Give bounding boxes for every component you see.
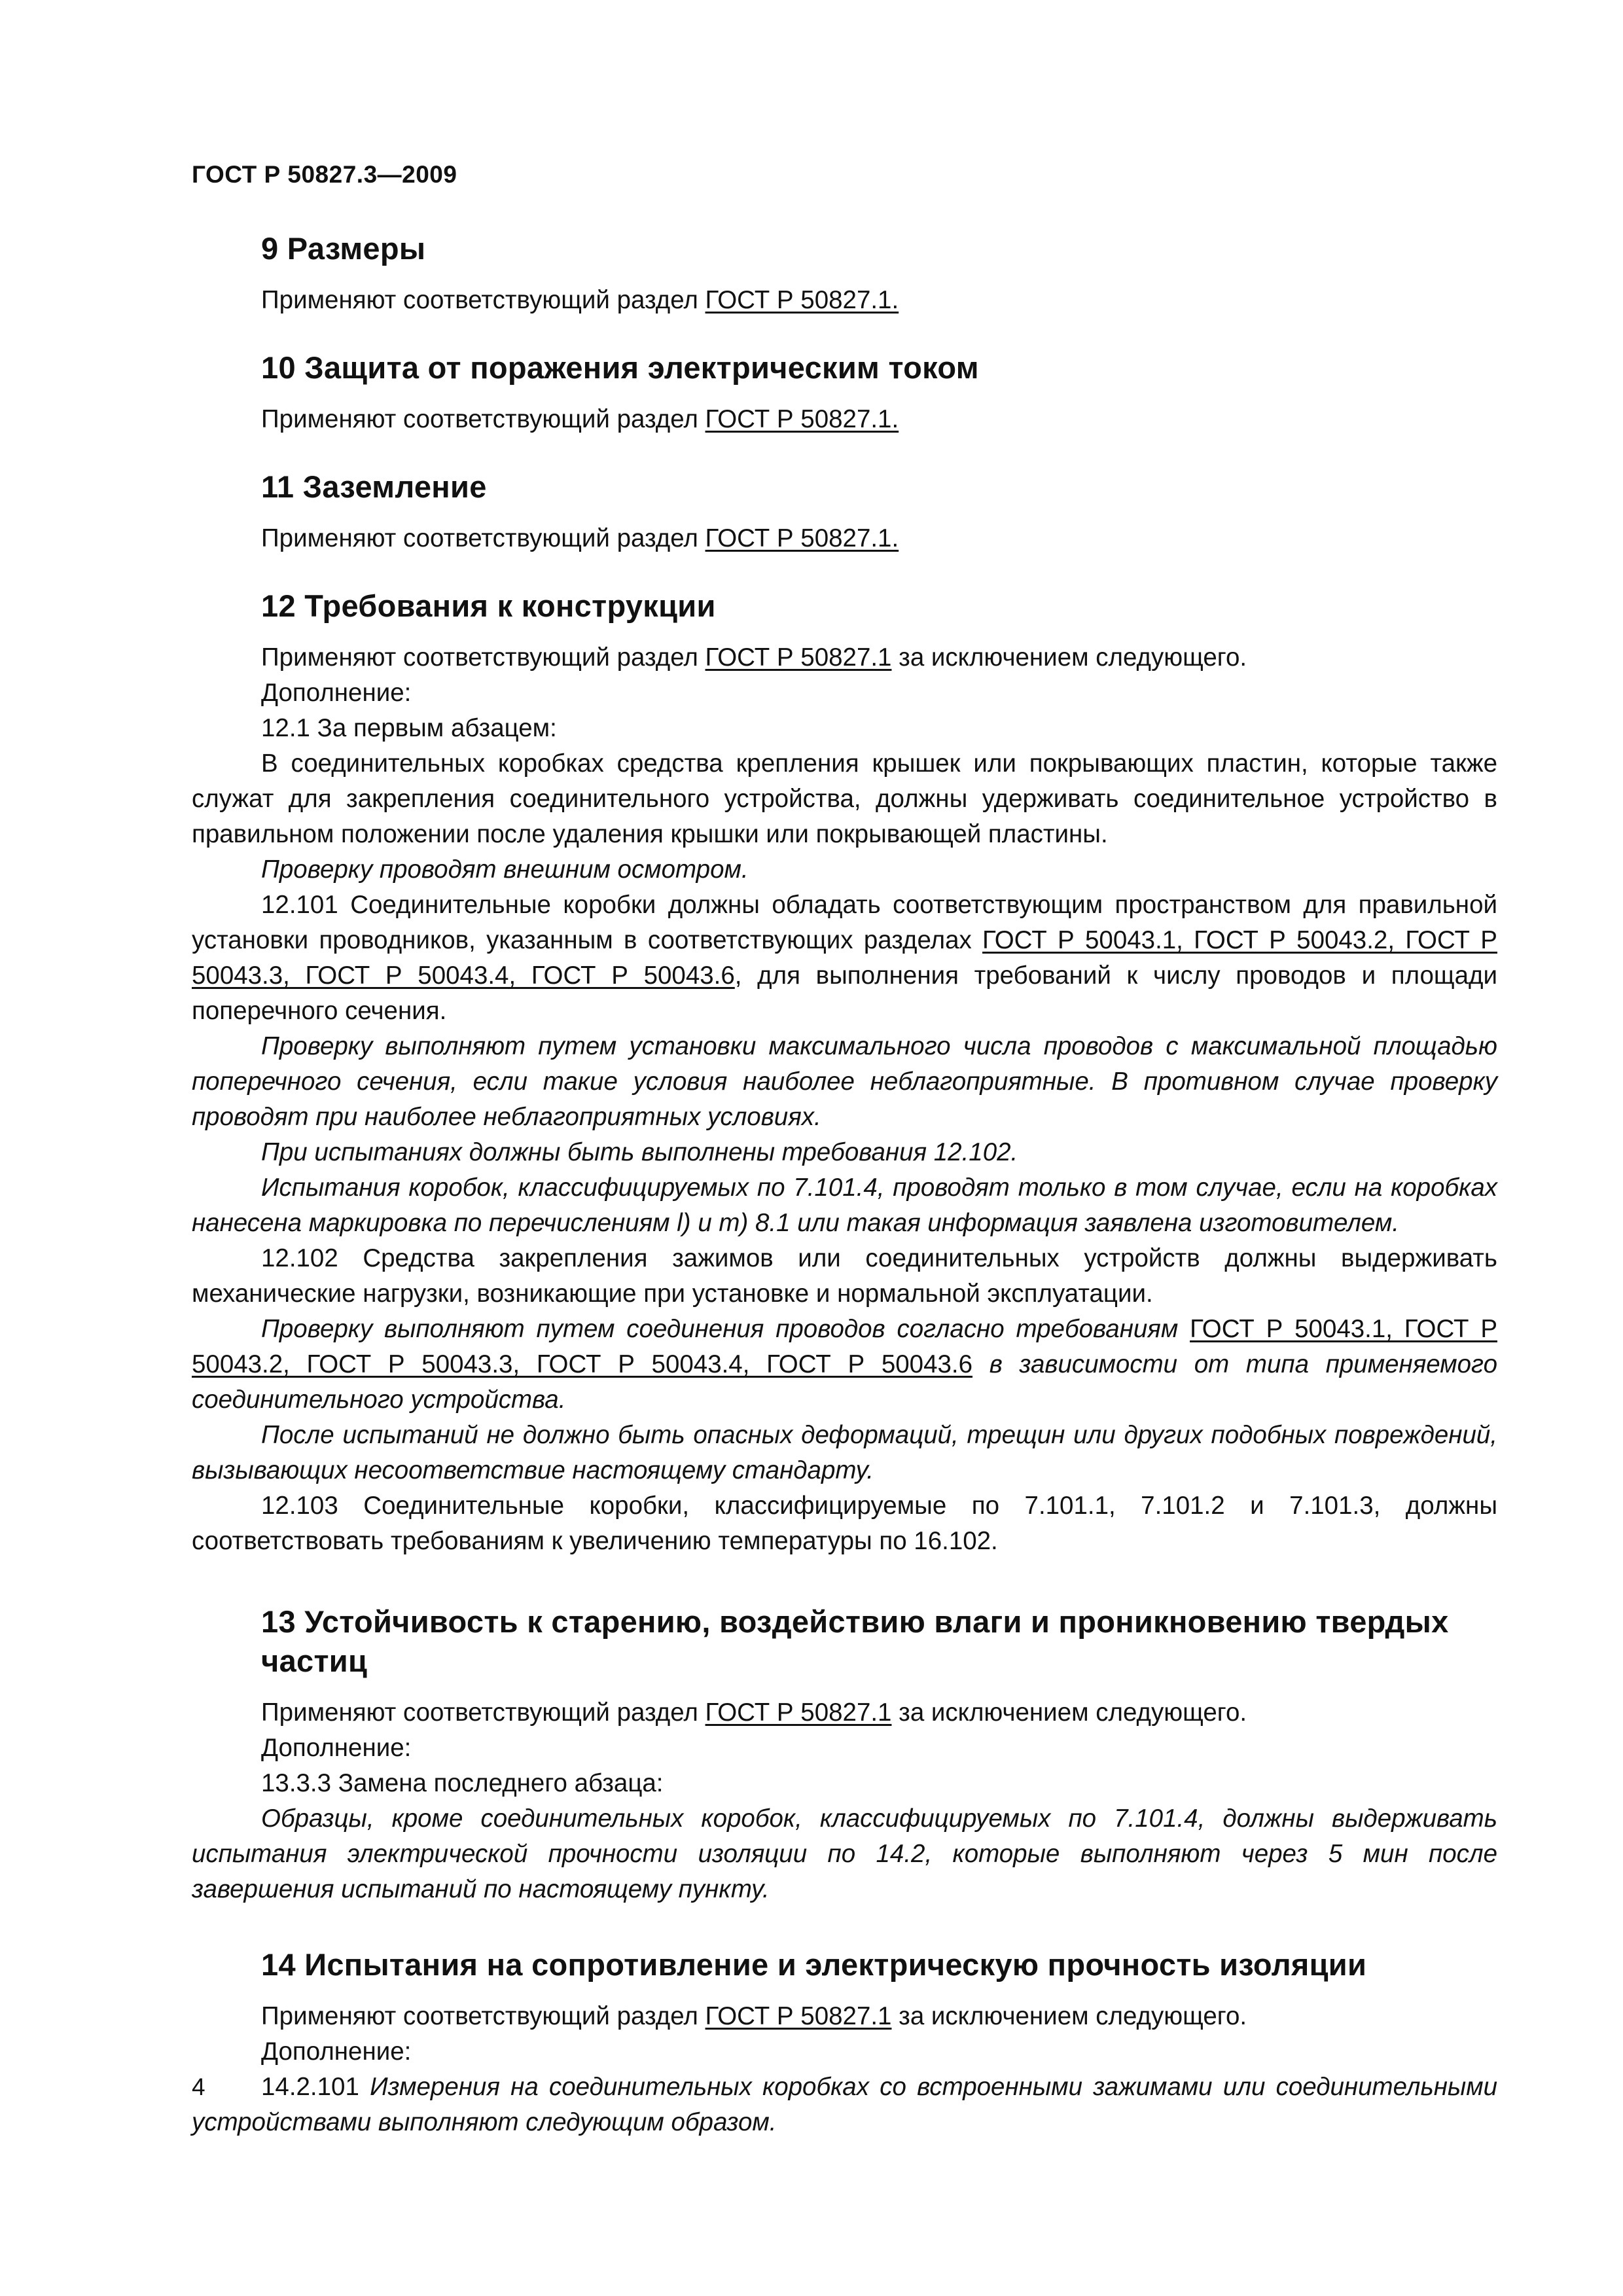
clause-number: 14.2.101 (261, 2073, 370, 2101)
section-12-heading: 12 Требования к конструкции (261, 588, 716, 623)
text: Применяют соответствующий раздел (261, 524, 705, 552)
section-13-paragraph-1 (192, 1695, 1497, 1731)
text: Применяют соответствующий раздел (261, 286, 705, 314)
text: Применяют соответствующий раздел (261, 643, 705, 672)
standard-links[interactable]: ГОСТ Р 50043.1, ГОСТ Р 50043.2, ГОСТ Р 50043.3, ГОСТ Р 50043.4, ГОСТ Р 50043.6 (192, 926, 1497, 990)
clause-12-102-check (192, 1312, 1497, 1418)
addition-label: Дополнение: (261, 2037, 412, 2066)
text: за исключением следующего. (891, 643, 1247, 672)
clause-12-102: 12.102 Средства закрепления зажимов или соединительных устройств должны выдерживать механические нагрузки, возникающие при установке и нормальной эксплуатации. (192, 1244, 1497, 1308)
text: Применяют соответствующий раздел (261, 2002, 705, 2030)
section-9-paragraph (192, 283, 1497, 318)
clause-12-1-check: Проверку проводят внешним осмотром. (261, 855, 749, 884)
addition-label: Дополнение: (261, 1734, 412, 1762)
text: за исключением следующего. (891, 1698, 1247, 1727)
standard-link[interactable]: ГОСТ Р 50827.1. (705, 286, 899, 314)
clause-12-103: 12.103 Соединительные коробки, классифицируемые по 7.101.1, 7.101.2 и 7.101.3, должны соответствовать требованиям к увеличению температуры по 16.102. (192, 1492, 1497, 1555)
document-body (192, 229, 1497, 2140)
clause-12-102-result: После испытаний не должно быть опасных деформаций, трещин или других подобных повреждений, вызывающих несоответствие настоящему стандарту. (192, 1421, 1497, 1484)
page-number: 4 (192, 2073, 205, 2100)
clause-13-3-3: 13.3.3 Замена последнего абзаца: (261, 1769, 664, 1797)
clause-12-101 (192, 888, 1497, 1029)
standard-link[interactable]: ГОСТ Р 50827.1. (705, 524, 899, 552)
clause-12-101-check: Проверку выполняют путем установки максимального числа проводов с максимальной площадью поперечного сечения, если такие условия наиболее неблагоприятные. В противном случае проверку проводят при наиболее неблагоприятных условиях. (192, 1032, 1497, 1131)
text: 12.101 Соединительные коробки должны обладать соответствующим пространством для правильной установки проводников, указанным в соответствующих разделах (192, 891, 1497, 954)
standard-link[interactable]: ГОСТ Р 50827.1 (705, 643, 892, 672)
text: в зависимости от типа применяемого соединительного устройства. (192, 1350, 1498, 1414)
text: Применяют соответствующий раздел (261, 1698, 705, 1727)
standard-links[interactable]: ГОСТ Р 50043.1, ГОСТ Р 50043.2, ГОСТ Р 50043.3, ГОСТ Р 50043.4, ГОСТ Р 50043.6 (192, 1315, 1497, 1378)
section-13-heading: 13 Устойчивость к старению, воздействию влаги и проникновению твердых частиц (261, 1604, 1449, 1678)
section-9-heading: 9 Размеры (261, 231, 426, 266)
section-10-paragraph (192, 402, 1497, 437)
standard-link[interactable]: ГОСТ Р 50827.1 (705, 2002, 892, 2030)
section-11-heading: 11 Заземление (261, 469, 487, 504)
standard-link[interactable]: ГОСТ Р 50827.1 (705, 1698, 892, 1727)
clause-14-2-101 (192, 2070, 1497, 2140)
clause-13-3-3-text: Образцы, кроме соединительных коробок, классифицируемых по 7.101.4, должны выдерживать испытания электрической прочности изоляции по 14.2, которые выполняют через 5 мин после завершения испытаний по настоящему пункту. (192, 1804, 1497, 1903)
document-header: ГОСТ Р 50827.3—2009 (192, 161, 457, 188)
text: , для выполнения требований к числу проводов и площади поперечного сечения. (192, 961, 1497, 1025)
text: Измерения на соединительных коробках со встроенными зажимами или соединительными устройствами выполняют следующим образом. (192, 2073, 1498, 2136)
clause-12-1-text: В соединительных коробках средства крепления крышек или покрывающих пластин, которые также служат для закрепления соединительного устройства, должны удерживать соединительное устройство в правильном положении после удаления крышки или покрывающей пластины. (192, 749, 1497, 848)
standard-link[interactable]: ГОСТ Р 50827.1. (705, 405, 899, 433)
clause-12-1: 12.1 За первым абзацем: (261, 714, 557, 742)
clause-12-101-note: Испытания коробок, классифицируемых по 7.101.4, проводят только в том случае, если на коробках нанесена маркировка по перечислениям l) и m) 8.1 или такая информация заявлена изготовителем. (192, 1174, 1497, 1237)
section-12-paragraph-1 (192, 640, 1497, 675)
text: Проверку выполняют путем соединения проводов согласно требованиям (261, 1315, 1190, 1343)
section-10-heading: 10 Защита от поражения электрическим током (261, 350, 979, 385)
clause-12-101-requirement: При испытаниях должны быть выполнены требования 12.102. (261, 1138, 1018, 1166)
section-14-paragraph-1 (192, 1999, 1497, 2034)
addition-label: Дополнение: (261, 679, 412, 707)
text: за исключением следующего. (891, 2002, 1247, 2030)
section-11-paragraph (192, 521, 1497, 556)
section-14-heading: 14 Испытания на сопротивление и электрическую прочность изоляции (261, 1947, 1367, 1982)
text: Применяют соответствующий раздел (261, 405, 705, 433)
